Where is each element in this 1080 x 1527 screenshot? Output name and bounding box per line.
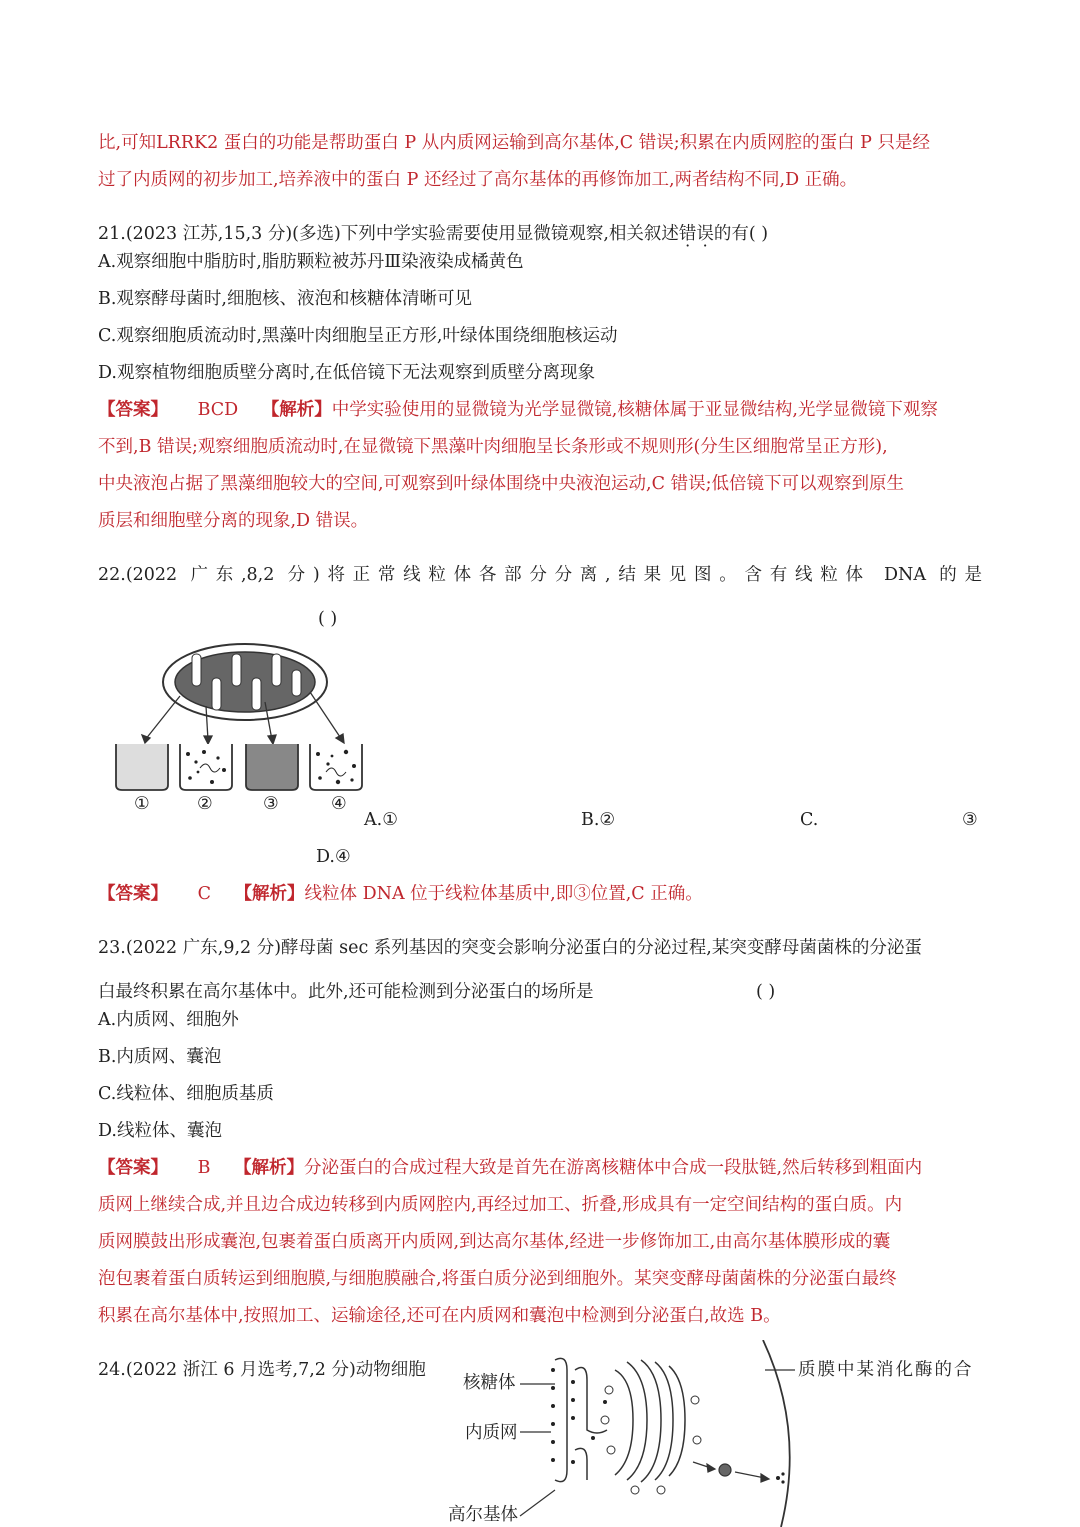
answer-value: B — [197, 1158, 211, 1178]
q22-option-b: B.② — [581, 810, 616, 830]
q22-answer-line — [98, 882, 703, 906]
q21-stem-pre: 21.(2023 江苏,15,3 分)(多选)下列中学实验需要使用显微镜观察,相关叙述 — [98, 224, 679, 244]
q24-stem: 24.(2022 浙江 6 月选考,7,2 分)动物细胞 — [98, 1360, 426, 1380]
q22-stem: 22.(2022 广东,8,2 分)将正常线粒体各部分分离,结果见图。含有线粒体 DNA 的是 — [98, 565, 982, 585]
carry-analysis-line-2: 过了内质网的初步加工,培养液中的蛋白 P 还经过了高尔基体的再修饰加工,两者结构不同,D 正确。 — [98, 170, 858, 190]
analysis-tag: 【解析】 — [234, 884, 305, 904]
q22-option-a: A.① — [364, 810, 398, 830]
q23-option-a: A.内质网、细胞外 — [98, 1010, 239, 1030]
q23-paren: ( ) — [756, 982, 776, 1002]
tube-label-3: ③ — [263, 794, 279, 814]
q22-paren: ( ) — [318, 609, 338, 629]
q21-stem-emphasis — [679, 224, 714, 244]
tube-label-1: ① — [134, 794, 150, 814]
emph-char-1: 错 — [678, 224, 697, 244]
answer-tag: 【答案】 — [98, 884, 168, 904]
q23-analysis-line-4: 泡包裹着蛋白质转运到细胞膜,与细胞膜融合,将蛋白质分泌到细胞外。某突变酵母菌菌株的分泌蛋白最终 — [98, 1269, 897, 1289]
label-er: 内质网 — [465, 1423, 518, 1443]
q22-option-c: C. — [800, 810, 819, 830]
tube-2 — [180, 744, 232, 790]
analysis-text: 分泌蛋白的合成过程大致是首先在游离核糖体中合成一段肽链,然后转移到粗面内 — [304, 1158, 923, 1178]
carry-analysis-line-1: 比,可知LRRK2 蛋白的功能是帮助蛋白 P 从内质网运输到高尔基体,C 错误;积累在内质网腔的蛋白 P 只是经 — [98, 133, 931, 153]
q21-option-d: D.观察植物细胞质壁分离时,在低倍镜下无法观察到质壁分离现象 — [98, 363, 596, 383]
q22-option-d: D.④ — [316, 847, 351, 867]
tube-3 — [246, 744, 298, 790]
plasma-membrane — [763, 1340, 790, 1527]
q21-stem-post: 的有( ) — [713, 224, 769, 244]
analysis-tag: 【解析】 — [234, 1158, 305, 1178]
tube-label-2: ② — [197, 794, 213, 814]
q21-option-a: A.观察细胞中脂肪时,脂肪颗粒被苏丹Ⅲ染液染成橘黄色 — [98, 252, 524, 272]
q23-stem-line-2: 白最终积累在高尔基体中。此外,还可能检测到分泌蛋白的场所是 — [98, 982, 594, 1002]
q23-answer-line-1 — [98, 1156, 922, 1180]
label-golgi: 高尔基体 — [448, 1505, 518, 1525]
answer-tag: 【答案】 — [98, 400, 168, 420]
answer-value: C — [197, 884, 211, 904]
q23-option-c: C.线粒体、细胞质基质 — [98, 1084, 274, 1104]
q23-analysis-line-2: 质网上继续合成,并且边合成边转移到内质网腔内,再经过加工、折叠,形成具有一定空间结构的蛋白质。内 — [98, 1195, 903, 1215]
label-ribosome: 核糖体 — [463, 1373, 516, 1393]
secretion-diagram — [515, 1340, 815, 1527]
q23-stem-line-1: 23.(2022 广东,9,2 分)酵母菌 sec 系列基因的突变会影响分泌蛋白的分泌过程,某突变酵母菌菌株的分泌蛋 — [98, 938, 922, 958]
analysis-text: 线粒体 DNA 位于线粒体基质中,即③位置,C 正确。 — [304, 884, 703, 904]
q24-stem-right: 质膜中某消化酶的合 — [798, 1360, 974, 1380]
q23-analysis-line-5: 积累在高尔基体中,按照加工、运输途径,还可在内质网和囊泡中检测到分泌蛋白,故选 B。 — [98, 1306, 781, 1326]
q21-stem — [98, 222, 768, 246]
q23-analysis-line-3: 质网膜鼓出形成囊泡,包裹着蛋白质离开内质网,到达高尔基体,经进一步修饰加工,由高尔基体膜形成的囊 — [98, 1232, 891, 1252]
tube-1 — [116, 744, 168, 790]
q21-option-b: B.观察酵母菌时,细胞核、液泡和核糖体清晰可见 — [98, 289, 472, 309]
q22-option-c-value: ③ — [962, 810, 978, 830]
q21-analysis-line-4: 质层和细胞壁分离的现象,D 错误。 — [98, 511, 369, 531]
q21-analysis-line-3: 中央液泡占据了黑藻细胞较大的空间,可观察到叶绿体围绕中央液泡运动,C 错误;低倍镜下可以观察到原生 — [98, 474, 904, 494]
q23-option-b: B.内质网、囊泡 — [98, 1047, 222, 1067]
emph-char-2: 误 — [696, 224, 714, 244]
analysis-text: 中学实验使用的显微镜为光学显微镜,核糖体属于亚显微结构,光学显微镜下观察 — [331, 400, 938, 420]
q21-option-c: C.观察细胞质流动时,黑藻叶肉细胞呈正方形,叶绿体围绕细胞核运动 — [98, 326, 618, 346]
q23-option-d: D.线粒体、囊泡 — [98, 1121, 222, 1141]
q21-analysis-line-2: 不到,B 错误;观察细胞质流动时,在显微镜下黑藻叶肉细胞呈长条形或不规则形(分生区细胞常呈正方形), — [98, 437, 888, 457]
q21-answer-line-1 — [98, 398, 938, 422]
tube-label-4: ④ — [331, 794, 347, 814]
analysis-tag: 【解析】 — [261, 400, 332, 420]
answer-tag: 【答案】 — [98, 1158, 168, 1178]
answer-value: BCD — [197, 400, 239, 420]
